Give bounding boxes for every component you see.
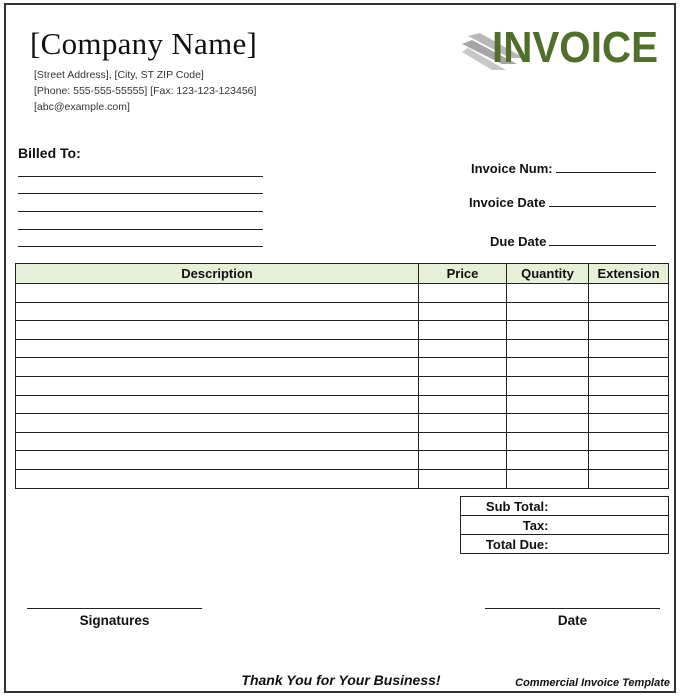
description-cell[interactable] xyxy=(16,432,419,451)
billed-to-line[interactable] xyxy=(18,211,263,212)
quantity-cell[interactable] xyxy=(507,451,589,470)
extension-cell[interactable] xyxy=(589,451,669,470)
billed-to-line[interactable] xyxy=(18,176,263,177)
table-row xyxy=(16,432,669,451)
description-cell[interactable] xyxy=(16,395,419,414)
price-cell[interactable] xyxy=(419,469,507,488)
company-name: [Company Name] xyxy=(30,26,258,61)
table-row xyxy=(16,358,669,377)
signatures-label: Signatures xyxy=(79,613,150,628)
description-cell[interactable] xyxy=(16,339,419,358)
quantity-cell[interactable] xyxy=(507,302,589,321)
company-email: [abc@example.com] xyxy=(34,101,130,113)
company-address: [Street Address], [City, ST ZIP Code] xyxy=(34,69,204,81)
price-cell[interactable] xyxy=(419,414,507,433)
invoice-date-label: Invoice Date xyxy=(469,195,546,210)
price-cell[interactable] xyxy=(419,339,507,358)
quantity-cell[interactable] xyxy=(507,469,589,488)
due-date-field[interactable] xyxy=(549,243,656,246)
description-cell[interactable] xyxy=(16,358,419,377)
price-cell[interactable] xyxy=(419,395,507,414)
invoice-date-row xyxy=(469,195,656,210)
table-row xyxy=(16,469,669,488)
table-header-row xyxy=(16,264,669,284)
description-cell[interactable] xyxy=(16,451,419,470)
extension-cell[interactable] xyxy=(589,302,669,321)
header-extension: Extension xyxy=(589,264,669,284)
table-row xyxy=(16,284,669,303)
invoice-num-field[interactable] xyxy=(556,170,656,173)
subtotal-row xyxy=(461,497,669,516)
template-name: Commercial Invoice Template xyxy=(515,677,670,689)
extension-cell[interactable] xyxy=(589,376,669,395)
billed-to-line[interactable] xyxy=(18,246,263,247)
due-date-row xyxy=(490,234,656,249)
billed-to-label: Billed To: xyxy=(18,145,81,161)
extension-cell[interactable] xyxy=(589,432,669,451)
invoice-num-label: Invoice Num: xyxy=(471,161,553,176)
price-cell[interactable] xyxy=(419,321,507,340)
header-description: Description xyxy=(16,264,419,284)
billed-to-line[interactable] xyxy=(18,229,263,230)
price-cell[interactable] xyxy=(419,284,507,303)
total-due-row xyxy=(461,535,669,554)
table-row xyxy=(16,339,669,358)
invoice-num-row xyxy=(471,161,656,176)
billed-to-line[interactable] xyxy=(18,193,263,194)
totals-table xyxy=(460,496,669,554)
extension-cell[interactable] xyxy=(589,321,669,340)
tax-row xyxy=(461,516,669,535)
extension-cell[interactable] xyxy=(589,339,669,358)
extension-cell[interactable] xyxy=(589,414,669,433)
price-cell[interactable] xyxy=(419,302,507,321)
quantity-cell[interactable] xyxy=(507,414,589,433)
table-row xyxy=(16,451,669,470)
thank-you-message: Thank You for Your Business! xyxy=(241,672,441,688)
quantity-cell[interactable] xyxy=(507,321,589,340)
tax-value[interactable] xyxy=(553,516,669,535)
quantity-cell[interactable] xyxy=(507,358,589,377)
signature-line[interactable] xyxy=(27,608,202,609)
header-quantity: Quantity xyxy=(507,264,589,284)
extension-cell[interactable] xyxy=(589,469,669,488)
quantity-cell[interactable] xyxy=(507,284,589,303)
line-items-table xyxy=(15,263,669,489)
price-cell[interactable] xyxy=(419,432,507,451)
subtotal-label: Sub Total: xyxy=(461,497,553,516)
description-cell[interactable] xyxy=(16,469,419,488)
date-label: Date xyxy=(557,613,588,628)
table-row xyxy=(16,414,669,433)
logo-text: INVOICE xyxy=(492,23,658,72)
description-cell[interactable] xyxy=(16,321,419,340)
price-cell[interactable] xyxy=(419,451,507,470)
company-phone-fax: [Phone: 555-555-55555] [Fax: 123-123-123456] xyxy=(34,85,257,97)
quantity-cell[interactable] xyxy=(507,339,589,358)
price-cell[interactable] xyxy=(419,358,507,377)
description-cell[interactable] xyxy=(16,302,419,321)
quantity-cell[interactable] xyxy=(507,395,589,414)
subtotal-value[interactable] xyxy=(553,497,669,516)
extension-cell[interactable] xyxy=(589,284,669,303)
quantity-cell[interactable] xyxy=(507,432,589,451)
description-cell[interactable] xyxy=(16,284,419,303)
table-row xyxy=(16,395,669,414)
quantity-cell[interactable] xyxy=(507,376,589,395)
due-date-label: Due Date xyxy=(490,234,547,249)
header-price: Price xyxy=(419,264,507,284)
total-due-value[interactable] xyxy=(553,535,669,554)
description-cell[interactable] xyxy=(16,414,419,433)
description-cell[interactable] xyxy=(16,376,419,395)
table-row xyxy=(16,376,669,395)
invoice-logo xyxy=(462,18,662,74)
table-row xyxy=(16,302,669,321)
price-cell[interactable] xyxy=(419,376,507,395)
tax-label: Tax: xyxy=(461,516,553,535)
table-row xyxy=(16,321,669,340)
total-due-label: Total Due: xyxy=(461,535,553,554)
date-line[interactable] xyxy=(485,608,660,609)
invoice-date-field[interactable] xyxy=(549,204,656,207)
extension-cell[interactable] xyxy=(589,395,669,414)
extension-cell[interactable] xyxy=(589,358,669,377)
